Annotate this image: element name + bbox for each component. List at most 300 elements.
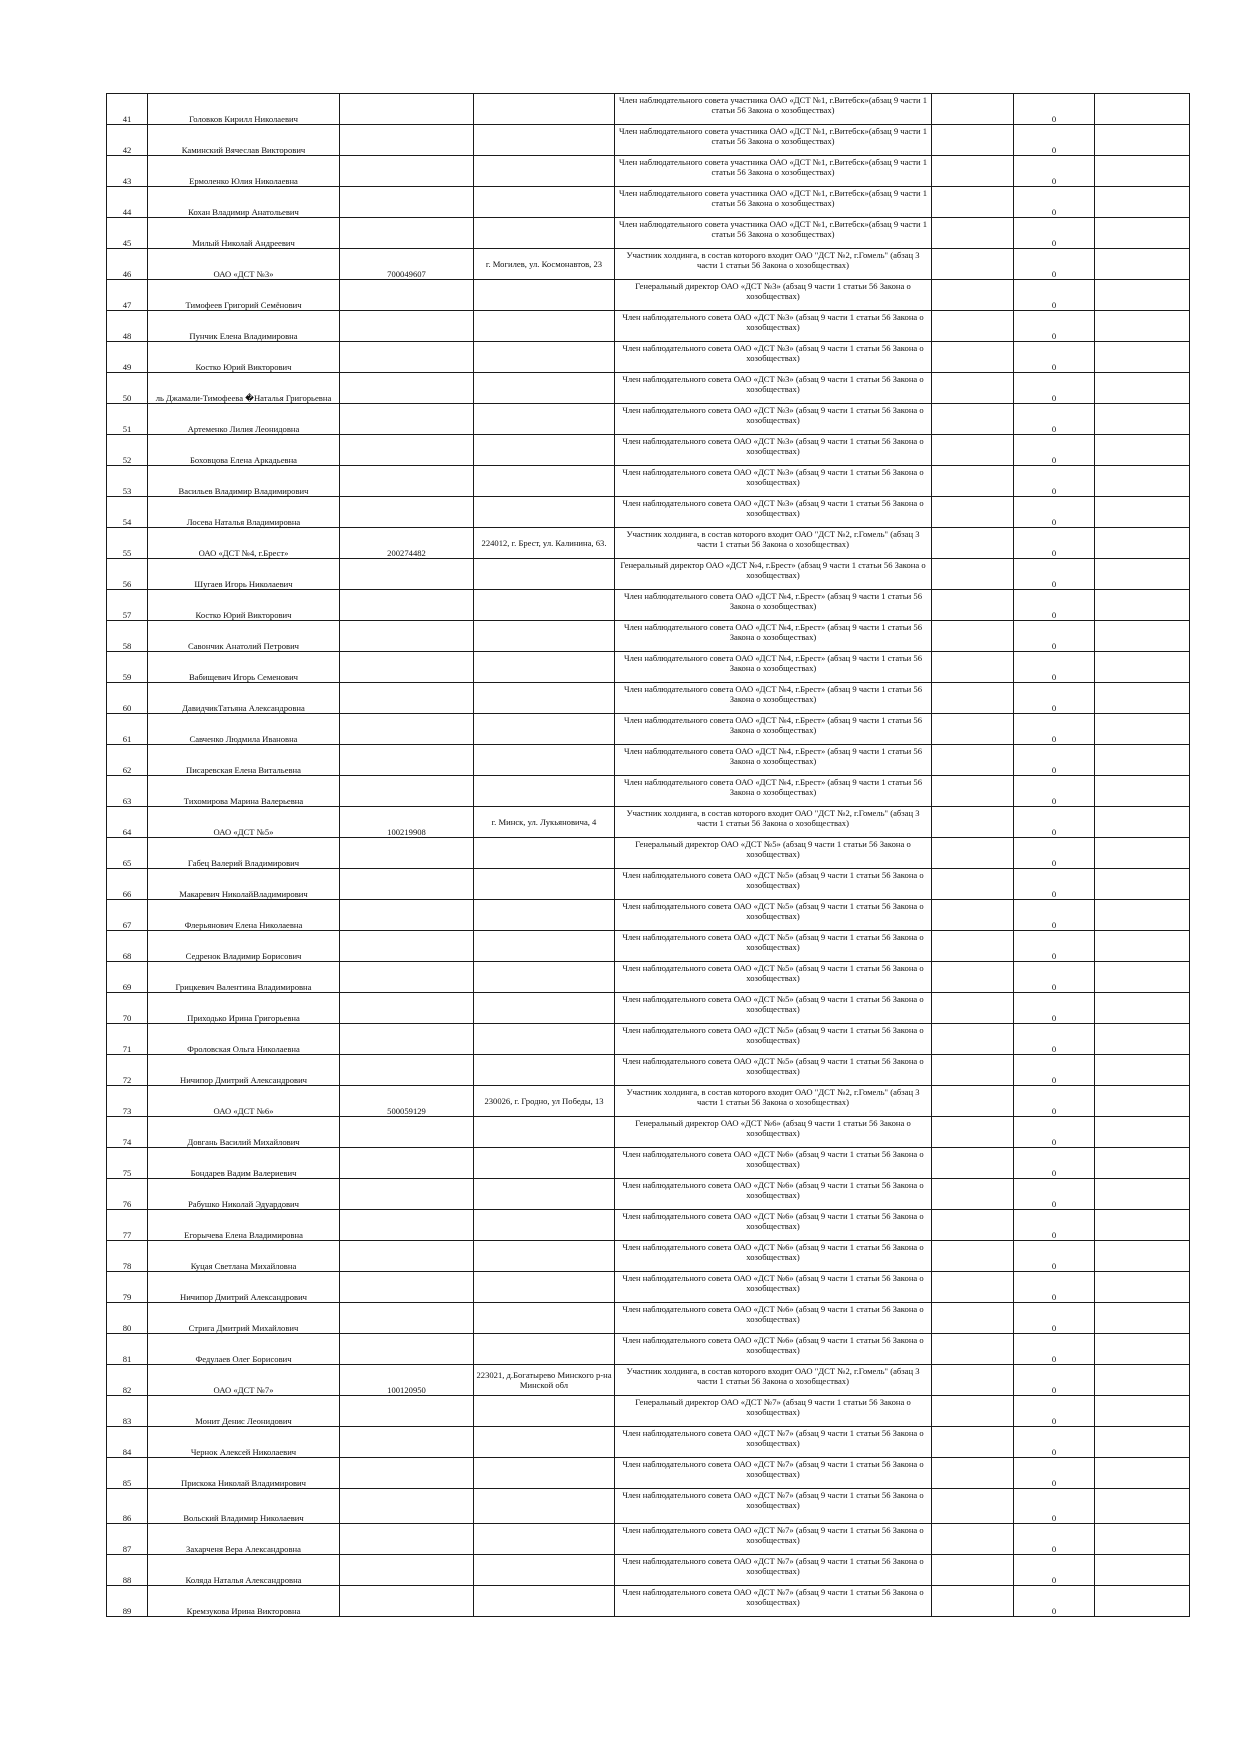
person-name: Каминский Вячеслав Викторович (148, 125, 340, 156)
affiliation-basis: Участник холдинга, в состав которого входит ОАО "ДСТ №2, г.Гомель" (абзац 3 части 1 статьи 56 Закона о хозобществах) (615, 1086, 932, 1117)
date-cell (932, 373, 1014, 404)
table-row (107, 838, 1190, 869)
date-cell (932, 466, 1014, 497)
empty-cell (1095, 125, 1190, 156)
share-value: 0 (1014, 404, 1095, 435)
share-value: 0 (1014, 621, 1095, 652)
row-number: 68 (107, 931, 148, 962)
table-row (107, 869, 1190, 900)
share-value: 0 (1014, 1303, 1095, 1334)
unp-code (340, 1586, 474, 1617)
table-body (107, 94, 1190, 1617)
affiliation-basis: Член наблюдательного совета участника ОАО «ДСТ №1, г.Витебск»(абзац 9 части 1 статьи 56 Закона о хозобществах) (615, 125, 932, 156)
affiliation-basis: Участник холдинга, в состав которого входит ОАО "ДСТ №2, г.Гомель" (абзац 3 части 1 статьи 56 Закона о хозобществах) (615, 807, 932, 838)
unp-code (340, 435, 474, 466)
date-cell (932, 1586, 1014, 1617)
affiliation-basis: Член наблюдательного совета ОАО «ДСТ №6» (абзац 9 части 1 статьи 56 Закона о хозобществах) (615, 1334, 932, 1365)
row-number: 66 (107, 869, 148, 900)
row-number: 50 (107, 373, 148, 404)
table-row (107, 187, 1190, 218)
date-cell (932, 869, 1014, 900)
date-cell (932, 280, 1014, 311)
share-value: 0 (1014, 94, 1095, 125)
unp-code (340, 187, 474, 218)
empty-cell (1095, 1303, 1190, 1334)
row-number: 77 (107, 1210, 148, 1241)
unp-code (340, 993, 474, 1024)
share-value: 0 (1014, 373, 1095, 404)
address (474, 1334, 615, 1365)
address (474, 1055, 615, 1086)
unp-code (340, 373, 474, 404)
person-name: Савончик Анатолий Петрович (148, 621, 340, 652)
share-value: 0 (1014, 1458, 1095, 1489)
affiliation-basis: Член наблюдательного совета ОАО «ДСТ №3» (абзац 9 части 1 статьи 56 Закона о хозобществах) (615, 435, 932, 466)
unp-code (340, 218, 474, 249)
person-name: Грицкевич Валентина Владимировна (148, 962, 340, 993)
table-row (107, 94, 1190, 125)
address (474, 125, 615, 156)
empty-cell (1095, 869, 1190, 900)
date-cell (932, 1148, 1014, 1179)
person-name: Костко Юрий Викторович (148, 342, 340, 373)
row-number: 64 (107, 807, 148, 838)
unp-code (340, 1179, 474, 1210)
row-number: 86 (107, 1489, 148, 1524)
affiliation-basis: Генеральный директор ОАО «ДСТ №3» (абзац 9 части 1 статьи 56 Закона о хозобществах) (615, 280, 932, 311)
address (474, 373, 615, 404)
person-name: Егорычева Елена Владимировна (148, 1210, 340, 1241)
row-number: 87 (107, 1524, 148, 1555)
row-number: 84 (107, 1427, 148, 1458)
date-cell (932, 590, 1014, 621)
unp-code (340, 1210, 474, 1241)
person-name: Тихомирова Марина Валерьевна (148, 776, 340, 807)
affiliation-basis: Член наблюдательного совета ОАО «ДСТ №4, г.Брест» (абзац 9 части 1 статьи 56 Закона о хозобществах) (615, 776, 932, 807)
address (474, 559, 615, 590)
person-name: Прискока Николай Владимирович (148, 1458, 340, 1489)
unp-code (340, 1489, 474, 1524)
address (474, 1117, 615, 1148)
row-number: 55 (107, 528, 148, 559)
row-number: 60 (107, 683, 148, 714)
person-name: Ничипор Дмитрий Александрович (148, 1055, 340, 1086)
table-row (107, 1148, 1190, 1179)
empty-cell (1095, 1210, 1190, 1241)
table-row (107, 1524, 1190, 1555)
table-row (107, 404, 1190, 435)
row-number: 58 (107, 621, 148, 652)
person-name: Ермоленко Юлия Николаевна (148, 156, 340, 187)
share-value: 0 (1014, 559, 1095, 590)
affiliation-basis: Член наблюдательного совета участника ОАО «ДСТ №1, г.Витебск»(абзац 9 части 1 статьи 56 Закона о хозобществах) (615, 156, 932, 187)
row-number: 43 (107, 156, 148, 187)
address (474, 1210, 615, 1241)
empty-cell (1095, 1148, 1190, 1179)
unp-code (340, 652, 474, 683)
share-value: 0 (1014, 1086, 1095, 1117)
row-number: 44 (107, 187, 148, 218)
table-row (107, 373, 1190, 404)
person-name: Флерьянович Елена Николаевна (148, 900, 340, 931)
affiliation-basis: Член наблюдательного совета ОАО «ДСТ №7» (абзац 9 части 1 статьи 56 Закона о хозобществах) (615, 1555, 932, 1586)
unp-code (340, 869, 474, 900)
person-name: ОАО «ДСТ №5» (148, 807, 340, 838)
share-value: 0 (1014, 342, 1095, 373)
address (474, 1458, 615, 1489)
empty-cell (1095, 1555, 1190, 1586)
share-value: 0 (1014, 249, 1095, 280)
date-cell (932, 1055, 1014, 1086)
unp-code (340, 838, 474, 869)
affiliation-basis: Член наблюдательного совета ОАО «ДСТ №5» (абзац 9 части 1 статьи 56 Закона о хозобществах) (615, 962, 932, 993)
affiliation-basis: Член наблюдательного совета ОАО «ДСТ №5» (абзац 9 части 1 статьи 56 Закона о хозобществах) (615, 931, 932, 962)
table-row (107, 776, 1190, 807)
table-row (107, 714, 1190, 745)
empty-cell (1095, 900, 1190, 931)
person-name: Вабищевич Игорь Семенович (148, 652, 340, 683)
affiliation-basis: Член наблюдательного совета участника ОАО «ДСТ №1, г.Витебск»(абзац 9 части 1 статьи 56 Закона о хозобществах) (615, 187, 932, 218)
date-cell (932, 962, 1014, 993)
share-value: 0 (1014, 1427, 1095, 1458)
address (474, 1179, 615, 1210)
address: г. Минск, ул. Лукьяновича, 4 (474, 807, 615, 838)
affiliates-table (106, 93, 1190, 1617)
empty-cell (1095, 1055, 1190, 1086)
affiliation-basis: Член наблюдательного совета ОАО «ДСТ №3» (абзац 9 части 1 статьи 56 Закона о хозобществах) (615, 311, 932, 342)
date-cell (932, 652, 1014, 683)
unp-code (340, 1524, 474, 1555)
share-value: 0 (1014, 962, 1095, 993)
address (474, 1555, 615, 1586)
table-row (107, 745, 1190, 776)
share-value: 0 (1014, 1117, 1095, 1148)
address (474, 869, 615, 900)
empty-cell (1095, 590, 1190, 621)
table-row (107, 993, 1190, 1024)
affiliation-basis: Член наблюдательного совета участника ОАО «ДСТ №1, г.Витебск»(абзац 9 части 1 статьи 56 Закона о хозобществах) (615, 218, 932, 249)
date-cell (932, 1458, 1014, 1489)
unp-code (340, 1117, 474, 1148)
share-value: 0 (1014, 156, 1095, 187)
date-cell (932, 1024, 1014, 1055)
person-name: Савченко Людмила Ивановна (148, 714, 340, 745)
date-cell (932, 1241, 1014, 1272)
address (474, 311, 615, 342)
person-name: ОАО «ДСТ №7» (148, 1365, 340, 1396)
empty-cell (1095, 1272, 1190, 1303)
person-name: Довгань Василий Михайлович (148, 1117, 340, 1148)
table-row (107, 652, 1190, 683)
row-number: 48 (107, 311, 148, 342)
row-number: 85 (107, 1458, 148, 1489)
address (474, 94, 615, 125)
share-value: 0 (1014, 683, 1095, 714)
affiliation-basis: Член наблюдательного совета ОАО «ДСТ №5» (абзац 9 части 1 статьи 56 Закона о хозобществах) (615, 1055, 932, 1086)
share-value: 0 (1014, 590, 1095, 621)
person-name: Головков Кирилл Николаевич (148, 94, 340, 125)
share-value: 0 (1014, 280, 1095, 311)
address (474, 187, 615, 218)
date-cell (932, 1179, 1014, 1210)
affiliation-basis: Член наблюдательного совета ОАО «ДСТ №5» (абзац 9 части 1 статьи 56 Закона о хозобществах) (615, 900, 932, 931)
row-number: 81 (107, 1334, 148, 1365)
date-cell (932, 1210, 1014, 1241)
person-name: Милый Николай Андреевич (148, 218, 340, 249)
address: 224012, г. Брест, ул. Калинина, 63. (474, 528, 615, 559)
person-name: Рабушко Николай Эдуардович (148, 1179, 340, 1210)
share-value: 0 (1014, 1524, 1095, 1555)
unp-code (340, 683, 474, 714)
unp-code (340, 1334, 474, 1365)
empty-cell (1095, 1365, 1190, 1396)
date-cell (932, 683, 1014, 714)
affiliation-basis: Член наблюдательного совета ОАО «ДСТ №3» (абзац 9 части 1 статьи 56 Закона о хозобществах) (615, 342, 932, 373)
table-row (107, 1272, 1190, 1303)
unp-code (340, 621, 474, 652)
address (474, 435, 615, 466)
empty-cell (1095, 528, 1190, 559)
affiliation-basis: Участник холдинга, в состав которого входит ОАО "ДСТ №2, г.Гомель" (абзац 3 части 1 статьи 56 Закона о хозобществах) (615, 249, 932, 280)
empty-cell (1095, 1117, 1190, 1148)
date-cell (932, 404, 1014, 435)
person-name: Федулаев Олег Борисович (148, 1334, 340, 1365)
table-row (107, 280, 1190, 311)
share-value: 0 (1014, 311, 1095, 342)
row-number: 57 (107, 590, 148, 621)
table-row (107, 1458, 1190, 1489)
address (474, 280, 615, 311)
table-row (107, 962, 1190, 993)
affiliation-basis: Член наблюдательного совета ОАО «ДСТ №5» (абзац 9 части 1 статьи 56 Закона о хозобществах) (615, 993, 932, 1024)
affiliation-basis: Член наблюдательного совета ОАО «ДСТ №5» (абзац 9 части 1 статьи 56 Закона о хозобществах) (615, 869, 932, 900)
row-number: 52 (107, 435, 148, 466)
date-cell (932, 807, 1014, 838)
table-row (107, 466, 1190, 497)
row-number: 88 (107, 1555, 148, 1586)
share-value: 0 (1014, 1148, 1095, 1179)
unp-code: 200274482 (340, 528, 474, 559)
empty-cell (1095, 342, 1190, 373)
row-number: 67 (107, 900, 148, 931)
unp-code (340, 714, 474, 745)
table-row (107, 125, 1190, 156)
date-cell (932, 218, 1014, 249)
share-value: 0 (1014, 466, 1095, 497)
empty-cell (1095, 1524, 1190, 1555)
date-cell (932, 1524, 1014, 1555)
affiliation-basis: Член наблюдательного совета ОАО «ДСТ №4, г.Брест» (абзац 9 части 1 статьи 56 Закона о хозобществах) (615, 590, 932, 621)
row-number: 72 (107, 1055, 148, 1086)
affiliation-basis: Член наблюдательного совета ОАО «ДСТ №7» (абзац 9 части 1 статьи 56 Закона о хозобществах) (615, 1489, 932, 1524)
unp-code (340, 1458, 474, 1489)
address (474, 745, 615, 776)
empty-cell (1095, 404, 1190, 435)
table-row (107, 931, 1190, 962)
date-cell (932, 776, 1014, 807)
address (474, 497, 615, 528)
row-number: 71 (107, 1024, 148, 1055)
affiliation-basis: Член наблюдательного совета ОАО «ДСТ №6» (абзац 9 части 1 статьи 56 Закона о хозобществах) (615, 1272, 932, 1303)
empty-cell (1095, 1086, 1190, 1117)
empty-cell (1095, 962, 1190, 993)
unp-code (340, 1396, 474, 1427)
address (474, 1396, 615, 1427)
person-name: Тимофеев Григорий Семёнович (148, 280, 340, 311)
empty-cell (1095, 559, 1190, 590)
affiliation-basis: Участник холдинга, в состав которого входит ОАО "ДСТ №2, г.Гомель" (абзац 3 части 1 статьи 56 Закона о хозобществах) (615, 1365, 932, 1396)
share-value: 0 (1014, 1586, 1095, 1617)
row-number: 75 (107, 1148, 148, 1179)
affiliation-basis: Член наблюдательного совета ОАО «ДСТ №4, г.Брест» (абзац 9 части 1 статьи 56 Закона о хозобществах) (615, 621, 932, 652)
person-name: Куцая Светлана Михайловна (148, 1241, 340, 1272)
person-name: ОАО «ДСТ №3» (148, 249, 340, 280)
empty-cell (1095, 94, 1190, 125)
share-value: 0 (1014, 1241, 1095, 1272)
person-name: Приходько Ирина Григорьевна (148, 993, 340, 1024)
date-cell (932, 311, 1014, 342)
address: 230026, г. Гродно, ул Победы, 13 (474, 1086, 615, 1117)
empty-cell (1095, 435, 1190, 466)
address (474, 1024, 615, 1055)
date-cell (932, 1365, 1014, 1396)
table-row (107, 1396, 1190, 1427)
table-row (107, 156, 1190, 187)
share-value: 0 (1014, 776, 1095, 807)
empty-cell (1095, 1427, 1190, 1458)
row-number: 89 (107, 1586, 148, 1617)
empty-cell (1095, 1241, 1190, 1272)
affiliation-basis: Член наблюдательного совета ОАО «ДСТ №6» (абзац 9 части 1 статьи 56 Закона о хозобществах) (615, 1148, 932, 1179)
address (474, 1489, 615, 1524)
share-value: 0 (1014, 714, 1095, 745)
date-cell (932, 1489, 1014, 1524)
empty-cell (1095, 249, 1190, 280)
table-row (107, 1365, 1190, 1396)
person-name: Ничипор Дмитрий Александрович (148, 1272, 340, 1303)
row-number: 76 (107, 1179, 148, 1210)
table-row (107, 342, 1190, 373)
empty-cell (1095, 311, 1190, 342)
person-name: Фроловская Ольга Николаевна (148, 1024, 340, 1055)
unp-code (340, 962, 474, 993)
share-value: 0 (1014, 125, 1095, 156)
address (474, 714, 615, 745)
table-row (107, 1586, 1190, 1617)
person-name: ОАО «ДСТ №6» (148, 1086, 340, 1117)
person-name: Боховцова Елена Аркадьевна (148, 435, 340, 466)
person-name: Пунчик Елена Владимировна (148, 311, 340, 342)
person-name: Макаревич НиколайВладимирович (148, 869, 340, 900)
table-row (107, 559, 1190, 590)
share-value: 0 (1014, 869, 1095, 900)
address (474, 652, 615, 683)
share-value: 0 (1014, 1210, 1095, 1241)
affiliation-basis: Генеральный директор ОАО «ДСТ №5» (абзац 9 части 1 статьи 56 Закона о хозобществах) (615, 838, 932, 869)
person-name: Габец Валерий Владимирович (148, 838, 340, 869)
share-value: 0 (1014, 497, 1095, 528)
table-row (107, 1210, 1190, 1241)
table-row (107, 590, 1190, 621)
row-number: 42 (107, 125, 148, 156)
affiliation-basis: Член наблюдательного совета ОАО «ДСТ №6» (абзац 9 части 1 статьи 56 Закона о хозобществах) (615, 1241, 932, 1272)
affiliation-basis: Член наблюдательного совета ОАО «ДСТ №7» (абзац 9 части 1 статьи 56 Закона о хозобществах) (615, 1524, 932, 1555)
empty-cell (1095, 807, 1190, 838)
empty-cell (1095, 1586, 1190, 1617)
unp-code (340, 466, 474, 497)
share-value: 0 (1014, 1489, 1095, 1524)
empty-cell (1095, 466, 1190, 497)
unp-code (340, 311, 474, 342)
share-value: 0 (1014, 187, 1095, 218)
unp-code (340, 590, 474, 621)
row-number: 79 (107, 1272, 148, 1303)
person-name: Захарченя Вера Александровна (148, 1524, 340, 1555)
address (474, 156, 615, 187)
share-value: 0 (1014, 931, 1095, 962)
address (474, 1586, 615, 1617)
table-row (107, 1024, 1190, 1055)
affiliation-basis: Член наблюдательного совета ОАО «ДСТ №5» (абзац 9 части 1 статьи 56 Закона о хозобществах) (615, 1024, 932, 1055)
date-cell (932, 1086, 1014, 1117)
unp-code (340, 1427, 474, 1458)
affiliation-basis: Член наблюдательного совета ОАО «ДСТ №7» (абзац 9 части 1 статьи 56 Закона о хозобществах) (615, 1458, 932, 1489)
share-value: 0 (1014, 1396, 1095, 1427)
person-name: Седренок Владимир Борисович (148, 931, 340, 962)
affiliation-basis: Член наблюдательного совета ОАО «ДСТ №3» (абзац 9 части 1 статьи 56 Закона о хозобществах) (615, 404, 932, 435)
empty-cell (1095, 280, 1190, 311)
table-row (107, 1427, 1190, 1458)
row-number: 78 (107, 1241, 148, 1272)
address: г. Могилев, ул. Космонавтов, 23 (474, 249, 615, 280)
row-number: 53 (107, 466, 148, 497)
address (474, 590, 615, 621)
person-name: Артеменко Лилия Леонидовна (148, 404, 340, 435)
address (474, 931, 615, 962)
table-row (107, 1086, 1190, 1117)
share-value: 0 (1014, 1055, 1095, 1086)
empty-cell (1095, 745, 1190, 776)
date-cell (932, 1272, 1014, 1303)
affiliation-basis: Член наблюдательного совета ОАО «ДСТ №3» (абзац 9 части 1 статьи 56 Закона о хозобществах) (615, 373, 932, 404)
date-cell (932, 342, 1014, 373)
unp-code (340, 1555, 474, 1586)
unp-code: 100219908 (340, 807, 474, 838)
person-name: Писаревская Елена Витальевна (148, 745, 340, 776)
table-row (107, 1555, 1190, 1586)
address (474, 1303, 615, 1334)
unp-code (340, 125, 474, 156)
table-row (107, 249, 1190, 280)
person-name: Монит Денис Леонидович (148, 1396, 340, 1427)
date-cell (932, 497, 1014, 528)
affiliation-basis: Генеральный директор ОАО «ДСТ №7» (абзац 9 части 1 статьи 56 Закона о хозобществах) (615, 1396, 932, 1427)
person-name: Кохан Владимир Анатольевич (148, 187, 340, 218)
empty-cell (1095, 838, 1190, 869)
date-cell (932, 559, 1014, 590)
unp-code: 100120950 (340, 1365, 474, 1396)
affiliation-basis: Член наблюдательного совета ОАО «ДСТ №7» (абзац 9 части 1 статьи 56 Закона о хозобществах) (615, 1586, 932, 1617)
unp-code (340, 1241, 474, 1272)
affiliation-basis: Член наблюдательного совета участника ОАО «ДСТ №1, г.Витебск»(абзац 9 части 1 статьи 56 Закона о хозобществах) (615, 94, 932, 125)
share-value: 0 (1014, 435, 1095, 466)
share-value: 0 (1014, 993, 1095, 1024)
share-value: 0 (1014, 1365, 1095, 1396)
row-number: 46 (107, 249, 148, 280)
affiliation-basis: Член наблюдательного совета ОАО «ДСТ №4, г.Брест» (абзац 9 части 1 статьи 56 Закона о хозобществах) (615, 745, 932, 776)
affiliation-basis: Член наблюдательного совета ОАО «ДСТ №4, г.Брест» (абзац 9 части 1 статьи 56 Закона о хозобществах) (615, 714, 932, 745)
date-cell (932, 528, 1014, 559)
